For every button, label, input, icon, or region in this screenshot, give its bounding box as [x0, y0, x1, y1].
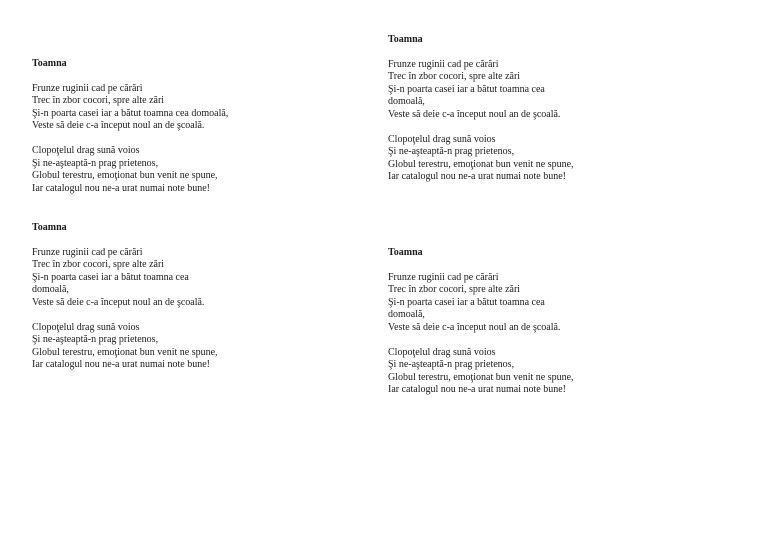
poem-line: Şi-n poarta casei iar a bătut toamna cea domoală,: [388, 296, 548, 321]
poem-line: Iar catalogul nou ne-a urat numai note bune!: [388, 171, 566, 183]
poem-line: Iar catalogul nou ne-a urat numai note bune!: [32, 182, 210, 194]
poem-line: Trec în zbor cocori, spre alte zări: [32, 95, 165, 107]
poem-stanza: [32, 145, 272, 195]
poem-block: [388, 247, 578, 409]
poem-stanza: [388, 347, 578, 397]
poem-stanza: [388, 272, 578, 335]
poem-line: Şi ne-aşteaptă-n prag prietenos,: [388, 359, 515, 371]
poem-line: Veste să deie c-a început noul an de şcoală.: [32, 120, 205, 132]
poem-line: Şi-n poarta casei iar a bătut toamna cea domoală,: [388, 83, 548, 108]
poem-line: Iar catalogul nou ne-a urat numai note bune!: [388, 384, 566, 396]
poem-line: Şi-n poarta casei iar a bătut toamna cea domoală,: [32, 271, 192, 296]
poem-title: Toamna: [32, 222, 67, 233]
poem-line: Globul terestru, emoţionat bun venit ne spune,: [388, 158, 574, 170]
poem-stanza: [388, 134, 578, 184]
poem-block: [388, 34, 578, 196]
poem-line: Globul terestru, emoţionat bun venit ne spune,: [32, 346, 218, 358]
poem-line: Trec în zbor cocori, spre alte zări: [388, 71, 521, 83]
poem-line: Frunze ruginii cad pe cărări: [388, 58, 499, 70]
poem-stanza: [32, 83, 272, 133]
poem-line: Clopoţelul drag sună voios: [388, 133, 496, 145]
poem-line: Şi ne-aşteaptă-n prag prietenos,: [388, 146, 515, 158]
poem-line: Globul terestru, emoţionat bun venit ne spune,: [388, 371, 574, 383]
poem-line: Trec în zbor cocori, spre alte zări: [388, 284, 521, 296]
poem-block: [32, 222, 222, 384]
poem-line: Iar catalogul nou ne-a urat numai note bune!: [32, 359, 210, 371]
poem-stanza: [388, 59, 578, 122]
poem-line: Frunze ruginii cad pe cărări: [32, 82, 143, 94]
poem-line: Frunze ruginii cad pe cărări: [388, 271, 499, 283]
poem-line: Frunze ruginii cad pe cărări: [32, 246, 143, 258]
poem-line: Clopoţelul drag sună voios: [388, 346, 496, 358]
poem-line: Clopoţelul drag sună voios: [32, 321, 140, 333]
poem-line: Şi ne-aşteaptă-n prag prietenos,: [32, 334, 159, 346]
poem-stanza: [32, 247, 222, 310]
poem-line: Veste să deie c-a început noul an de şcoală.: [388, 321, 561, 333]
poem-line: Veste să deie c-a început noul an de şcoală.: [32, 296, 205, 308]
poem-block: [32, 58, 272, 207]
poem-line: Şi-n poarta casei iar a bătut toamna cea domoală,: [32, 107, 229, 119]
poem-title: Toamna: [388, 247, 423, 258]
poem-stanza: [32, 322, 222, 372]
poem-line: Şi ne-aşteaptă-n prag prietenos,: [32, 157, 159, 169]
poem-title: Toamna: [388, 34, 423, 45]
poem-line: Globul terestru, emoţionat bun venit ne spune,: [32, 170, 218, 182]
poem-line: Veste să deie c-a început noul an de şcoală.: [388, 108, 561, 120]
poem-title: Toamna: [32, 58, 67, 69]
poem-line: Trec în zbor cocori, spre alte zări: [32, 259, 165, 271]
poem-line: Clopoţelul drag sună voios: [32, 144, 140, 156]
